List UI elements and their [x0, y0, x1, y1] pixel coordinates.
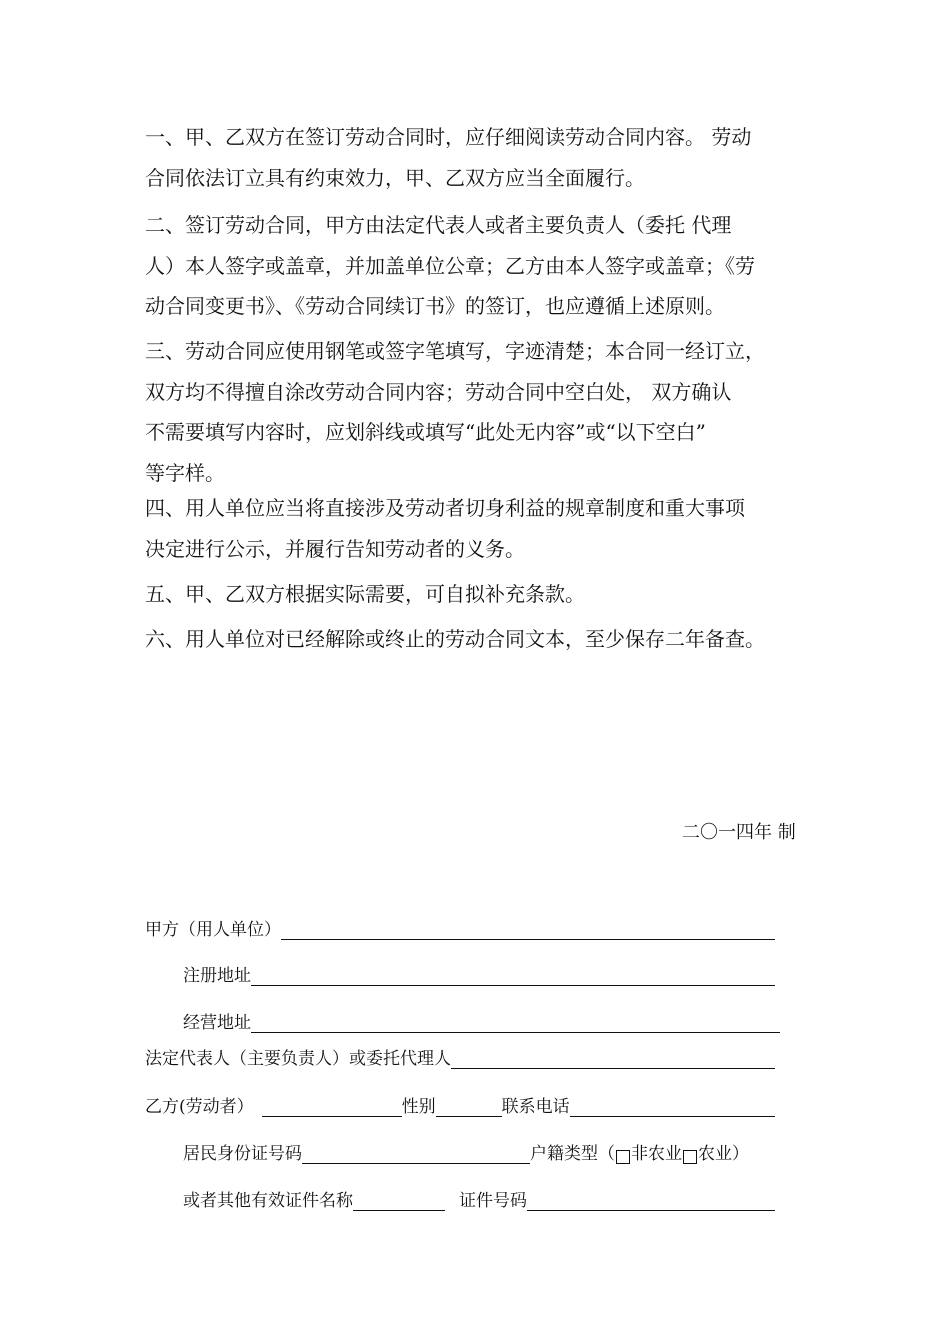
non-agricultural-label: 非农业: [631, 1144, 682, 1164]
party-a-field[interactable]: [281, 919, 775, 940]
other-cert-field[interactable]: [353, 1190, 445, 1211]
biz-address-label: 经营地址: [183, 1013, 251, 1033]
party-a-row: [145, 912, 775, 940]
party-a-label: 甲方（用人单位）: [145, 920, 281, 940]
reg-address-label: 注册地址: [183, 966, 251, 986]
party-b-row: [145, 1089, 775, 1117]
phone-label: 联系电话: [501, 1097, 570, 1117]
instruction-5: 五、甲、乙双方根据实际需要，可自拟补充条款。: [145, 582, 585, 606]
id-number-label: 居民身份证号码: [183, 1144, 302, 1164]
reg-address-field[interactable]: [251, 965, 775, 986]
agricultural-checkbox[interactable]: [683, 1150, 697, 1164]
party-b-name-field[interactable]: [262, 1096, 402, 1117]
legal-rep-row: [145, 1041, 775, 1069]
cert-number-label: 证件号码: [459, 1191, 527, 1211]
instruction-1: 一、甲、乙双方在签订劳动合同时，应仔细阅读劳动合同内容。 劳动 合同依法订立具有约束效力，甲、乙双方应当全面履行。: [145, 125, 752, 190]
instruction-2: 二、签订劳动合同，甲方由法定代表人或者主要负责人（委托 代理 人）本人签字或盖章，并加盖单位公章；乙方由本人签字或盖章；《劳 动合同变更书》、《劳动合同续订书》的签订，也应遵循上述原则。: [145, 213, 755, 318]
instruction-3: 三、劳动合同应使用钢笔或签字笔填写，字迹清楚；本合同一经订立， 双方均不得擅自涂改劳动合同内容；劳动合同中空白处， 双方确认 不需要填写内容时，应划斜线或填写“此处无内容”或“以下空白” 等字样。: [145, 339, 765, 485]
gender-field[interactable]: [436, 1096, 502, 1117]
biz-address-field[interactable]: [251, 1012, 780, 1033]
other-cert-row: [183, 1183, 775, 1211]
legal-rep-label: 法定代表人（主要负责人）或委托代理人: [145, 1049, 451, 1069]
cert-number-field[interactable]: [527, 1190, 775, 1211]
reg-address-row: [183, 958, 775, 986]
instruction-6: 六、用人单位对已经解除或终止的劳动合同文本，至少保存二年备查。: [145, 627, 765, 651]
instruction-4: 四、用人单位应当将直接涉及劳动者切身利益的规章制度和重大事项 决定进行公示，并履行告知劳动者的义务。: [145, 496, 745, 561]
agricultural-label: 农业）: [698, 1144, 749, 1164]
party-b-label: 乙方(劳动者）: [145, 1097, 254, 1117]
made-year: 二〇一四年 制: [682, 822, 796, 843]
phone-field[interactable]: [570, 1096, 775, 1117]
legal-rep-field[interactable]: [451, 1048, 775, 1069]
gender-label: 性别: [401, 1097, 436, 1117]
id-row: [183, 1136, 788, 1164]
non-agricultural-checkbox[interactable]: [616, 1150, 630, 1164]
other-cert-label: 或者其他有效证件名称: [183, 1191, 353, 1211]
household-type-label: 户籍类型（: [530, 1144, 615, 1164]
id-number-field[interactable]: [302, 1143, 530, 1164]
biz-address-row: [183, 1005, 780, 1033]
